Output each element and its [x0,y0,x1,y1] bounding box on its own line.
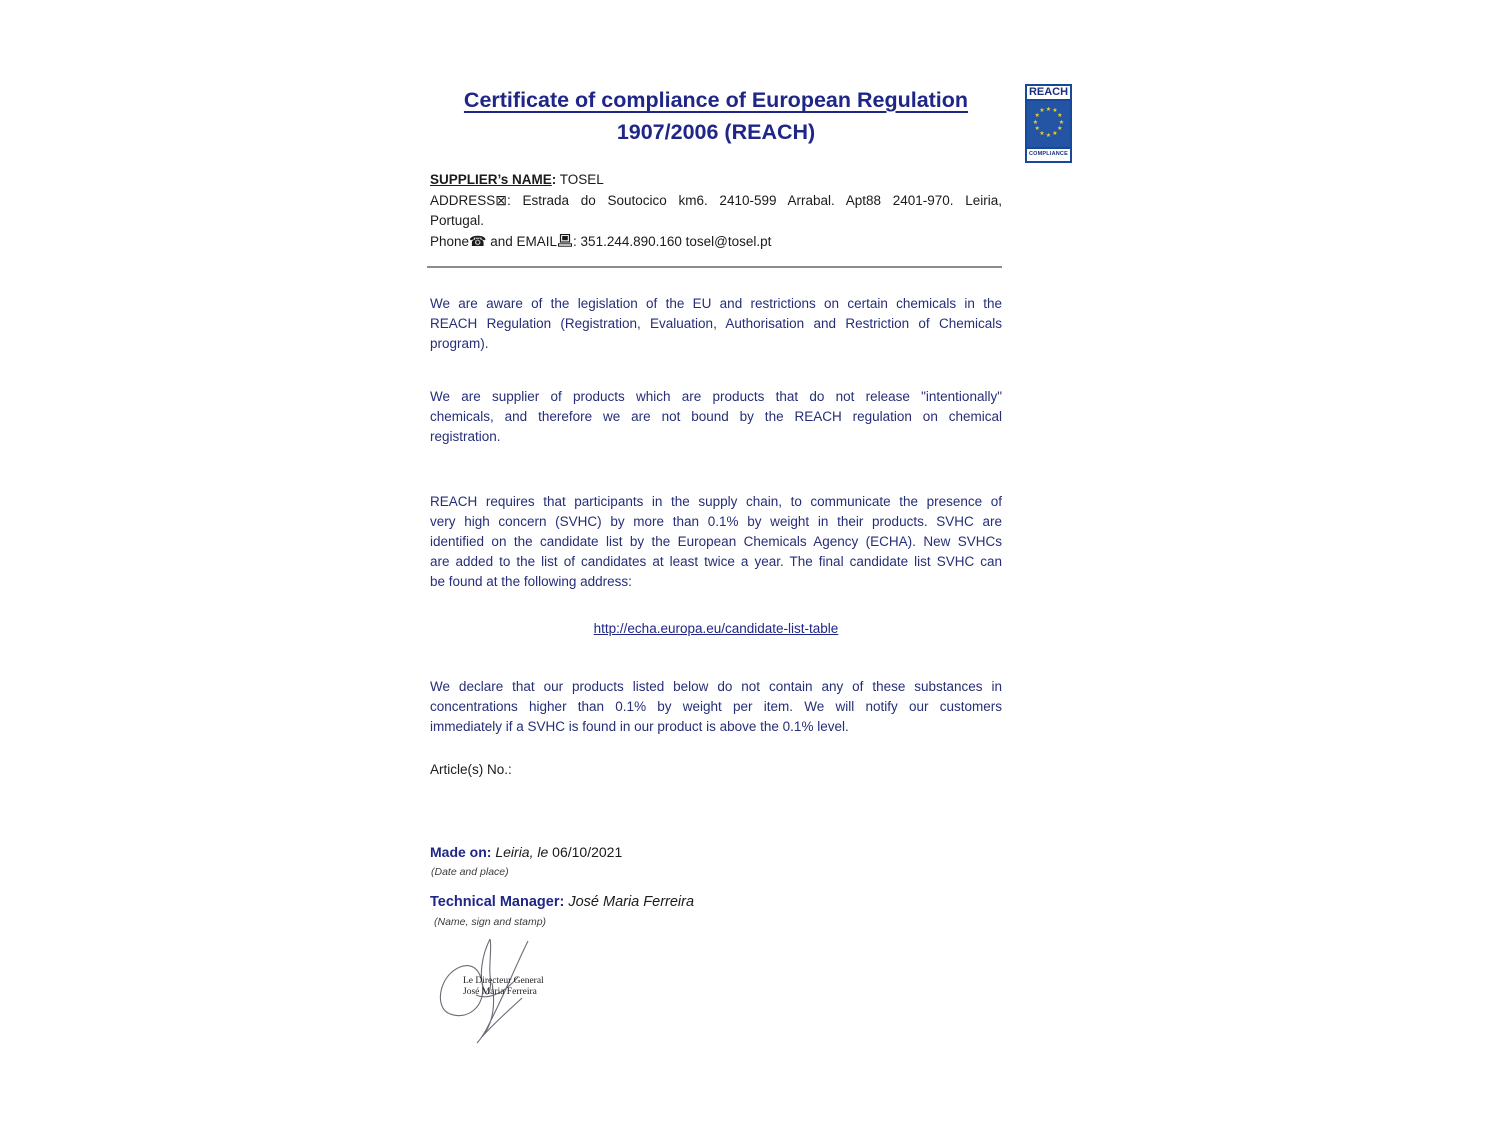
document-content [430,0,1002,1125]
paragraph-line: identified on the candidate list by the European Chemicals Agency (ECHA). New SVHCs [430,534,1002,549]
signature-title: Le Directeur General [463,976,544,986]
supplier-block [430,170,1002,252]
and-email-label: and EMAIL [486,234,558,249]
supplier-name-label: SUPPLIER’s NAME [430,172,552,187]
technical-manager-label: Technical Manager: [430,894,565,910]
page-title-line2: 1907/2006 (REACH) [616,120,816,144]
page-title [430,84,1002,148]
supplier-name-value: TOSEL [556,172,604,187]
paragraph-svhc-requirements [430,492,1002,592]
technical-manager-name: José Maria Ferreira [568,894,695,910]
paragraph-line: very high concern (SVHC) by more than 0.1% by weight in their products. SVHC are [430,514,1002,529]
paragraph-line: registration. [430,429,501,444]
eu-star-icon: ★ [1045,132,1052,139]
paragraph-line: concentrations higher than 0.1% by weight per item. We will notify our customers [430,699,1002,714]
contact-value: : 351.244.890.160 tosel@tosel.pt [573,234,772,249]
made-on-date: 06/10/2021 [552,844,623,860]
eu-star-icon: ★ [1052,108,1058,115]
articles-number-label: Article(s) No.: [430,762,512,777]
address-label: ADDRESS [430,193,496,208]
paragraph-line: We are aware of the legislation of the EU and restrictions on certain chemicals in the [430,296,1002,311]
reach-logo-compliance-label: COMPLIANCE [1027,147,1070,159]
signature-stamp-text [463,976,544,997]
eu-star-icon: ★ [1034,126,1040,132]
eu-stars-field [1027,101,1070,147]
eu-star-icon: ★ [1057,113,1063,119]
paragraph-awareness [430,294,1002,354]
eu-star-icon: ★ [1058,119,1065,126]
telephone-icon: ☎ [469,233,487,249]
paragraph-supplier-status [430,387,1002,447]
signature-name: José Maria Ferreira [463,986,537,997]
envelope-icon: ⊠ [495,192,507,208]
eu-star-icon: ★ [1052,130,1058,137]
candidate-list-link[interactable]: http://echa.europa.eu/candidate-list-table [593,621,839,636]
computer-icon [558,234,572,247]
eu-star-icon: ★ [1034,113,1040,119]
paragraph-line: chemicals, and therefore we are not bound by the REACH regulation on chemical [430,409,1002,424]
eu-star-icon: ★ [1032,119,1039,126]
date-place-note: (Date and place) [431,866,509,878]
paragraph-line: program). [430,336,489,351]
signature-area [432,935,582,1055]
paragraph-line: We are supplier of products which are products that do not release "intentionally" [430,389,1002,404]
eu-star-icon: ★ [1057,126,1063,132]
made-on-label: Made on: [430,844,492,860]
page-title-line1: Certificate of compliance of European Regulation [463,88,969,112]
name-sign-stamp-note: (Name, sign and stamp) [434,916,547,928]
reach-compliance-logo [1025,84,1072,163]
supplier-address-line1 [430,190,1002,211]
supplier-address-line2: Portugal. [430,213,485,228]
eu-star-icon: ★ [1045,106,1052,113]
paragraph-line: REACH requires that participants in the supply chain, to communicate the presence of [430,494,1002,509]
paragraph-line: are added to the list of candidates at least twice a year. The final candidate list SVHC can [430,554,1002,569]
supplier-name-colon: : [551,172,557,187]
paragraph-line: immediately if a SVHC is found in our product is above the 0.1% level. [430,719,849,734]
eu-star-icon: ★ [1039,130,1045,137]
made-on-line [430,844,622,860]
divider [427,266,1002,268]
paragraph-line: We declare that our products listed below do not contain any of these substances in [430,679,1002,694]
address-value: : Estrada do Soutocico km6. 2410-599 Arrabal. Apt88 2401-970. Leiria, [507,193,1002,208]
technical-manager-line [430,894,694,910]
supplier-contact-line [430,231,1002,252]
link-row [430,620,1002,638]
reach-logo-title: REACH [1027,86,1070,101]
supplier-name-line [430,170,1002,190]
paragraph-declaration [430,677,1002,737]
phone-label: Phone [430,234,470,249]
paragraph-line: be found at the following address: [430,574,632,589]
made-on-place: Leiria, le [495,844,549,860]
eu-star-icon: ★ [1039,108,1045,115]
paragraph-line: REACH Regulation (Registration, Evaluation, Authorisation and Restriction of Chemicals [430,316,1002,331]
